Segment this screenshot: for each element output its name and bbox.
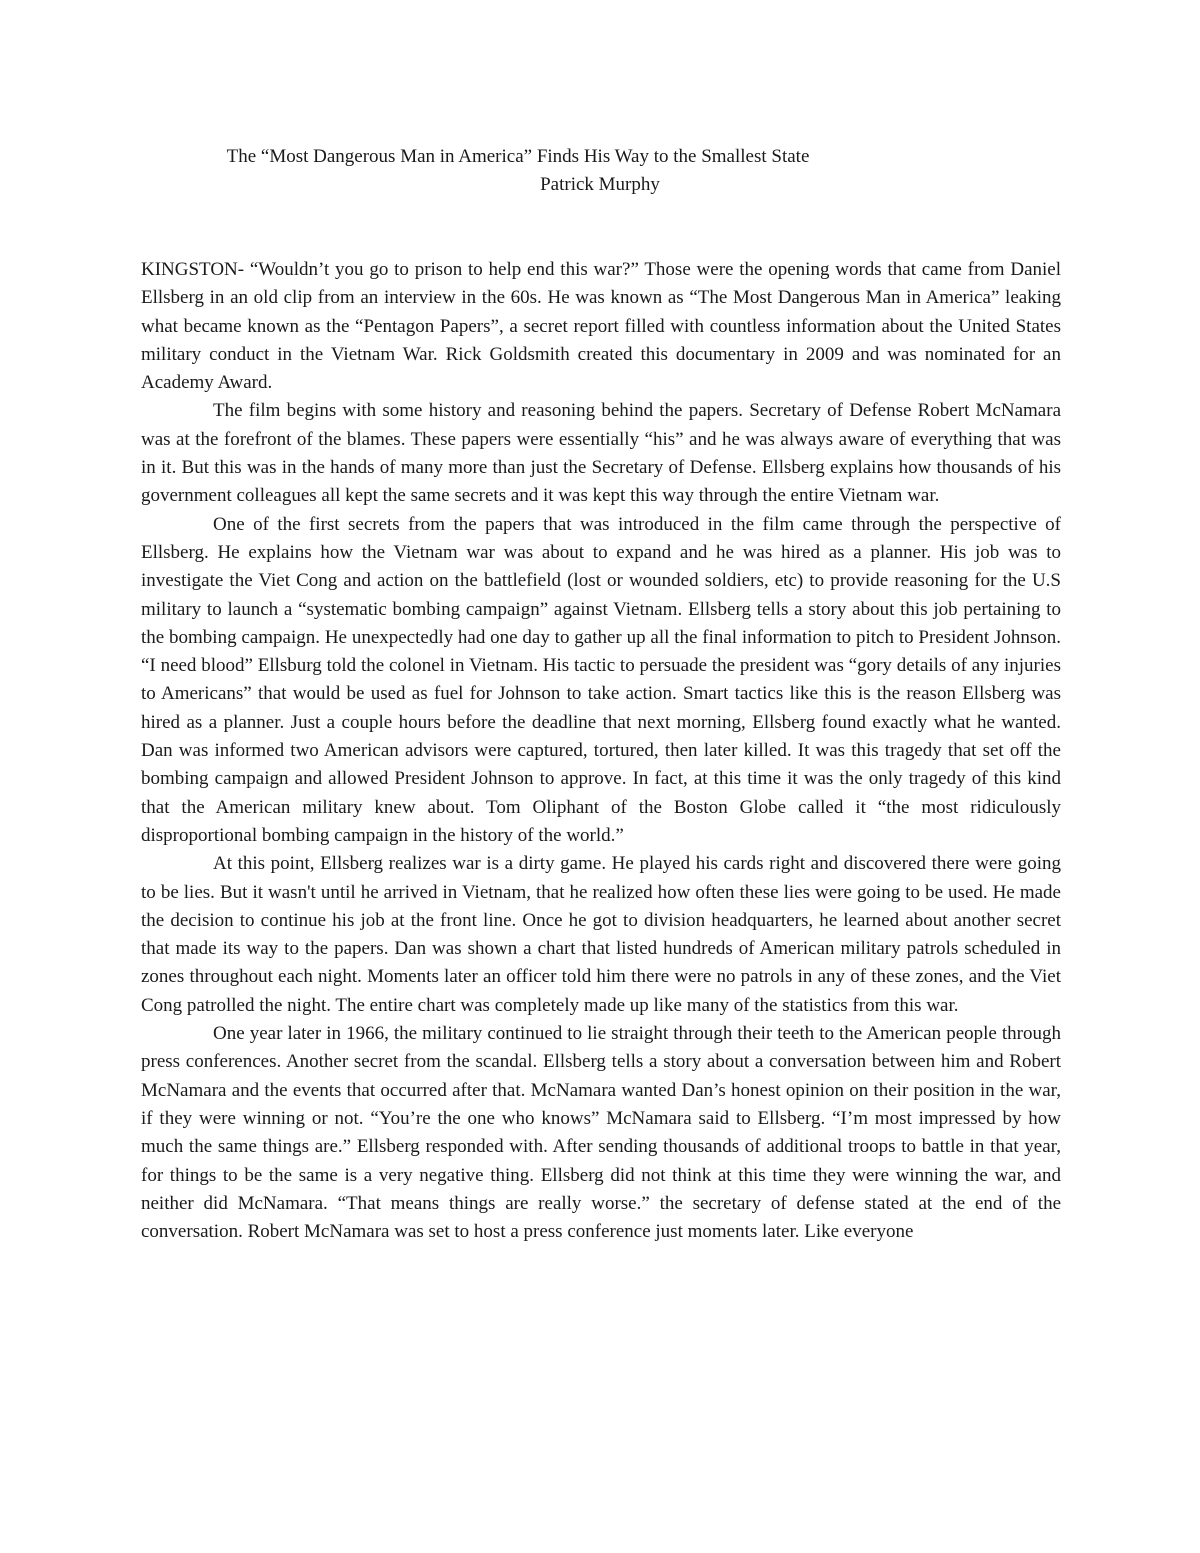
- paragraph-4: At this point, Ellsberg realizes war is a dirty game. He played his cards right and discovered there were going to be lies. But it wasn't until he arrived in Vietnam, that he realized how often these lies were going to be used. He made the decision to continue his job at the front line. Once he got to division headquarters, he learned about another secret that made its way to the papers. Dan was shown a chart that listed hundreds of American military patrols scheduled in zones throughout each night. Moments later an officer told him there were no patrols in any of these zones, and the Viet Cong patrolled the night. The entire chart was completely made up like many of the statistics from this war.: [141, 853, 1061, 1016]
- document-author: Patrick Murphy: [540, 174, 660, 195]
- title-block: [141, 143, 1059, 199]
- document-title: The “Most Dangerous Man in America” Finds His Way to the Smallest State: [226, 146, 810, 167]
- article-body: [141, 256, 1061, 1246]
- paragraph-1: KINGSTON- “Wouldn’t you go to prison to help end this war?” Those were the opening words that came from Daniel Ellsberg in an old clip from an interview in the 60s. He was known as “The Most Dangerous Man in America” leaking what became known as the “Pentagon Papers”, a secret report filled with countless information about the United States military conduct in the Vietnam War. Rick Goldsmith created this documentary in 2009 and was nominated for an Academy Award.: [141, 259, 1061, 394]
- paragraph-3: One of the first secrets from the papers that was introduced in the film came through the perspective of Ellsberg. He explains how the Vietnam war was about to expand and he was hired as a planner. His job was to investigate the Viet Cong and action on the battlefield (lost or wounded soldiers, etc) to provide reasoning for the U.S military to launch a “systematic bombing campaign” against Vietnam. Ellsberg tells a story about this job pertaining to the bombing campaign. He unexpectedly had one day to gather up all the final information to pitch to President Johnson. “I need blood” Ellsburg told the colonel in Vietnam. His tactic to persuade the president was “gory details of any injuries to Americans” that would be used as fuel for Johnson to take action. Smart tactics like this is the reason Ellsberg was hired as a planner. Just a couple hours before the deadline that next morning, Ellsberg found exactly what he wanted. Dan was informed two American advisors were captured, tortured, then later killed. It was this tragedy that set off the bombing campaign and allowed President Johnson to approve. In fact, at this time it was the only tragedy of this kind that the American military knew about. Tom Oliphant of the Boston Globe called it “the most ridiculously disproportional bombing campaign in the history of the world.”: [141, 513, 1061, 846]
- paragraph-5: One year later in 1966, the military continued to lie straight through their teeth to the American people through press conferences. Another secret from the scandal. Ellsberg tells a story about a conversation between him and Robert McNamara and the events that occurred after that. McNamara wanted Dan’s honest opinion on their position in the war, if they were winning or not. “You’re the one who knows” McNamara said to Ellsberg. “I’m most impressed by how much the same things are.” Ellsberg responded with. After sending thousands of additional troops to battle in that year, for things to be the same is a very negative thing. Ellsberg did not think at this time they were winning the war, and neither did McNamara. “That means things are really worse.” the secretary of defense stated at the end of the conversation. Robert McNamara was set to host a press conference just moments later. Like everyone: [141, 1023, 1061, 1243]
- paragraph-2: The film begins with some history and reasoning behind the papers. Secretary of Defense Robert McNamara was at the forefront of the blames. These papers were essentially “his” and he was always aware of everything that was in it. But this was in the hands of many more than just the Secretary of Defense. Ellsberg explains how thousands of his government colleagues all kept the same secrets and it was kept this way through the entire Vietnam war.: [141, 400, 1061, 507]
